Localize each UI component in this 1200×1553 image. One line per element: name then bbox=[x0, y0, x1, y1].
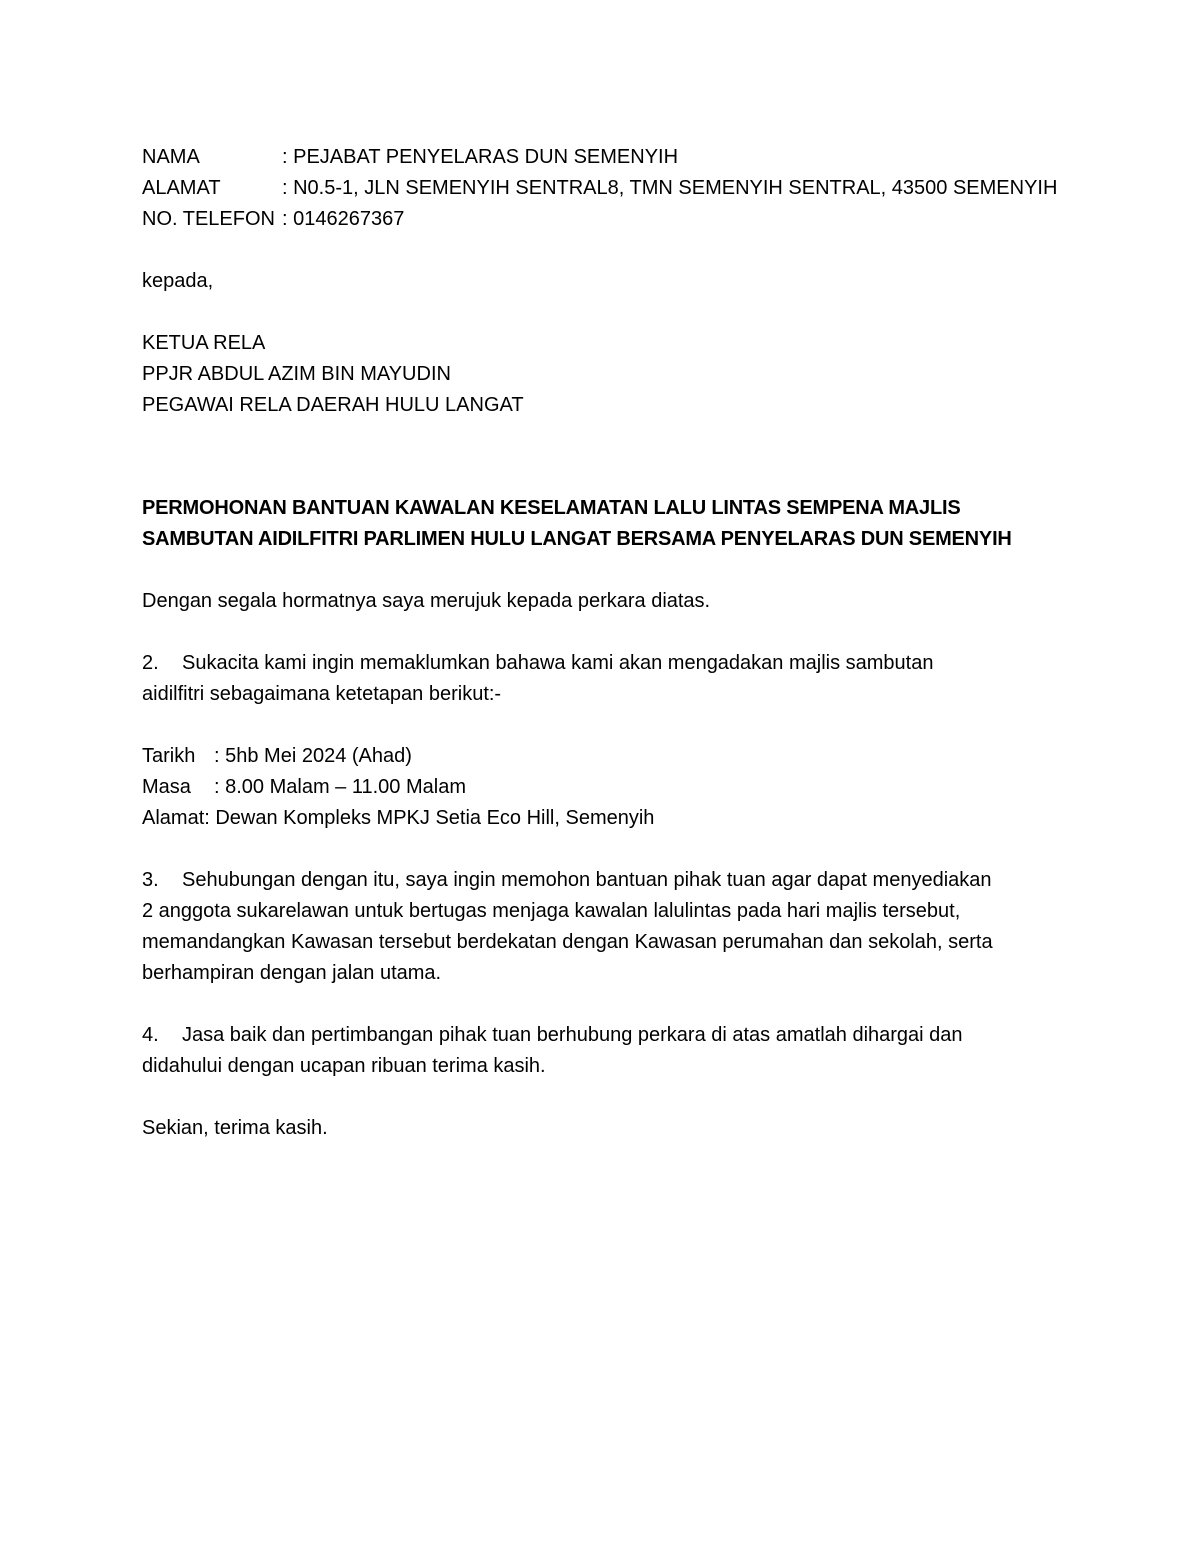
subject-line-2: SAMBUTAN AIDILFITRI PARLIMEN HULU LANGAT BERSAMA PENYELARAS DUN SEMENYIH bbox=[142, 528, 1012, 550]
letter-content bbox=[142, 142, 1062, 1144]
paragraph-4-line-2: didahului dengan ucapan ribuan terima kasih. bbox=[142, 1055, 546, 1077]
paragraph-2-line-2: aidilfitri sebagaimana ketetapan berikut:- bbox=[142, 683, 502, 705]
paragraph-3-line-3: memandangkan Kawasan tersebut berdekatan dengan Kawasan perumahan dan sekolah, serta bbox=[142, 931, 993, 953]
sender-address-value: : N0.5-1, JLN SEMENYIH SENTRAL8, TMN SEMENYIH SENTRAL, 43500 SEMENYIH bbox=[282, 177, 1058, 199]
recipient-line-3: PEGAWAI RELA DAERAH HULU LANGAT bbox=[142, 394, 524, 416]
sender-name-label: NAMA bbox=[142, 146, 200, 168]
sender-name-value: : PEJABAT PENYELARAS DUN SEMENYIH bbox=[282, 146, 679, 168]
spacer bbox=[142, 989, 1062, 1020]
event-time-label: Masa bbox=[142, 776, 191, 798]
paragraph-3-line-4: berhampiran dengan jalan utama. bbox=[142, 962, 442, 984]
spacer bbox=[142, 710, 1062, 741]
paragraph-4-line-1 bbox=[142, 1020, 1062, 1051]
paragraph-3-line-1 bbox=[142, 865, 1062, 896]
paragraph-4-number: 4. bbox=[142, 1024, 159, 1046]
recipient-line-2: PPJR ABDUL AZIM BIN MAYUDIN bbox=[142, 363, 451, 385]
event-time-value: : 8.00 Malam – 11.00 Malam bbox=[214, 776, 466, 798]
closing-line: Sekian, terima kasih. bbox=[142, 1117, 328, 1139]
sender-address-label: ALAMAT bbox=[142, 177, 221, 199]
paragraph-2-number: 2. bbox=[142, 652, 159, 674]
spacer bbox=[142, 834, 1062, 865]
paragraph-3-number: 3. bbox=[142, 869, 159, 891]
paragraph-4-text-1: Jasa baik dan pertimbangan pihak tuan berhubung perkara di atas amatlah dihargai dan bbox=[182, 1024, 963, 1046]
spacer bbox=[142, 555, 1062, 586]
recipient-line-1: KETUA RELA bbox=[142, 332, 266, 354]
spacer bbox=[142, 617, 1062, 648]
salutation-to: kepada, bbox=[142, 270, 214, 292]
spacer bbox=[142, 1082, 1062, 1113]
spacer bbox=[142, 235, 1062, 266]
event-venue-label: Alamat bbox=[142, 807, 205, 829]
event-venue-value: : Dewan Kompleks MPKJ Setia Eco Hill, Semenyih bbox=[204, 807, 655, 829]
sender-address-row bbox=[142, 173, 1062, 204]
event-date-value: : 5hb Mei 2024 (Ahad) bbox=[214, 745, 412, 767]
opening-paragraph: Dengan segala hormatnya saya merujuk kepada perkara diatas. bbox=[142, 590, 711, 612]
spacer bbox=[142, 421, 1062, 483]
sender-phone-row bbox=[142, 204, 1062, 235]
sender-phone-label: NO. TELEFON bbox=[142, 208, 275, 230]
paragraph-2-line-1 bbox=[142, 648, 1062, 679]
paragraph-3-line-2: 2 anggota sukarelawan untuk bertugas menjaga kawalan lalulintas pada hari majlis tersebut, bbox=[142, 900, 961, 922]
paragraph-3-text-1: Sehubungan dengan itu, saya ingin memohon bantuan pihak tuan agar dapat menyediakan bbox=[182, 869, 992, 891]
sender-name-row bbox=[142, 142, 1062, 173]
paragraph-2-text-1: Sukacita kami ingin memaklumkan bahawa kami akan mengadakan majlis sambutan bbox=[182, 652, 934, 674]
event-time-row bbox=[142, 772, 1062, 803]
event-date-row bbox=[142, 741, 1062, 772]
event-date-label: Tarikh bbox=[142, 745, 196, 767]
spacer bbox=[142, 297, 1062, 328]
subject-line-1: PERMOHONAN BANTUAN KAWALAN KESELAMATAN LALU LINTAS SEMPENA MAJLIS bbox=[142, 497, 961, 519]
sender-phone-value: : 0146267367 bbox=[282, 208, 405, 230]
event-venue-row bbox=[142, 803, 1062, 834]
